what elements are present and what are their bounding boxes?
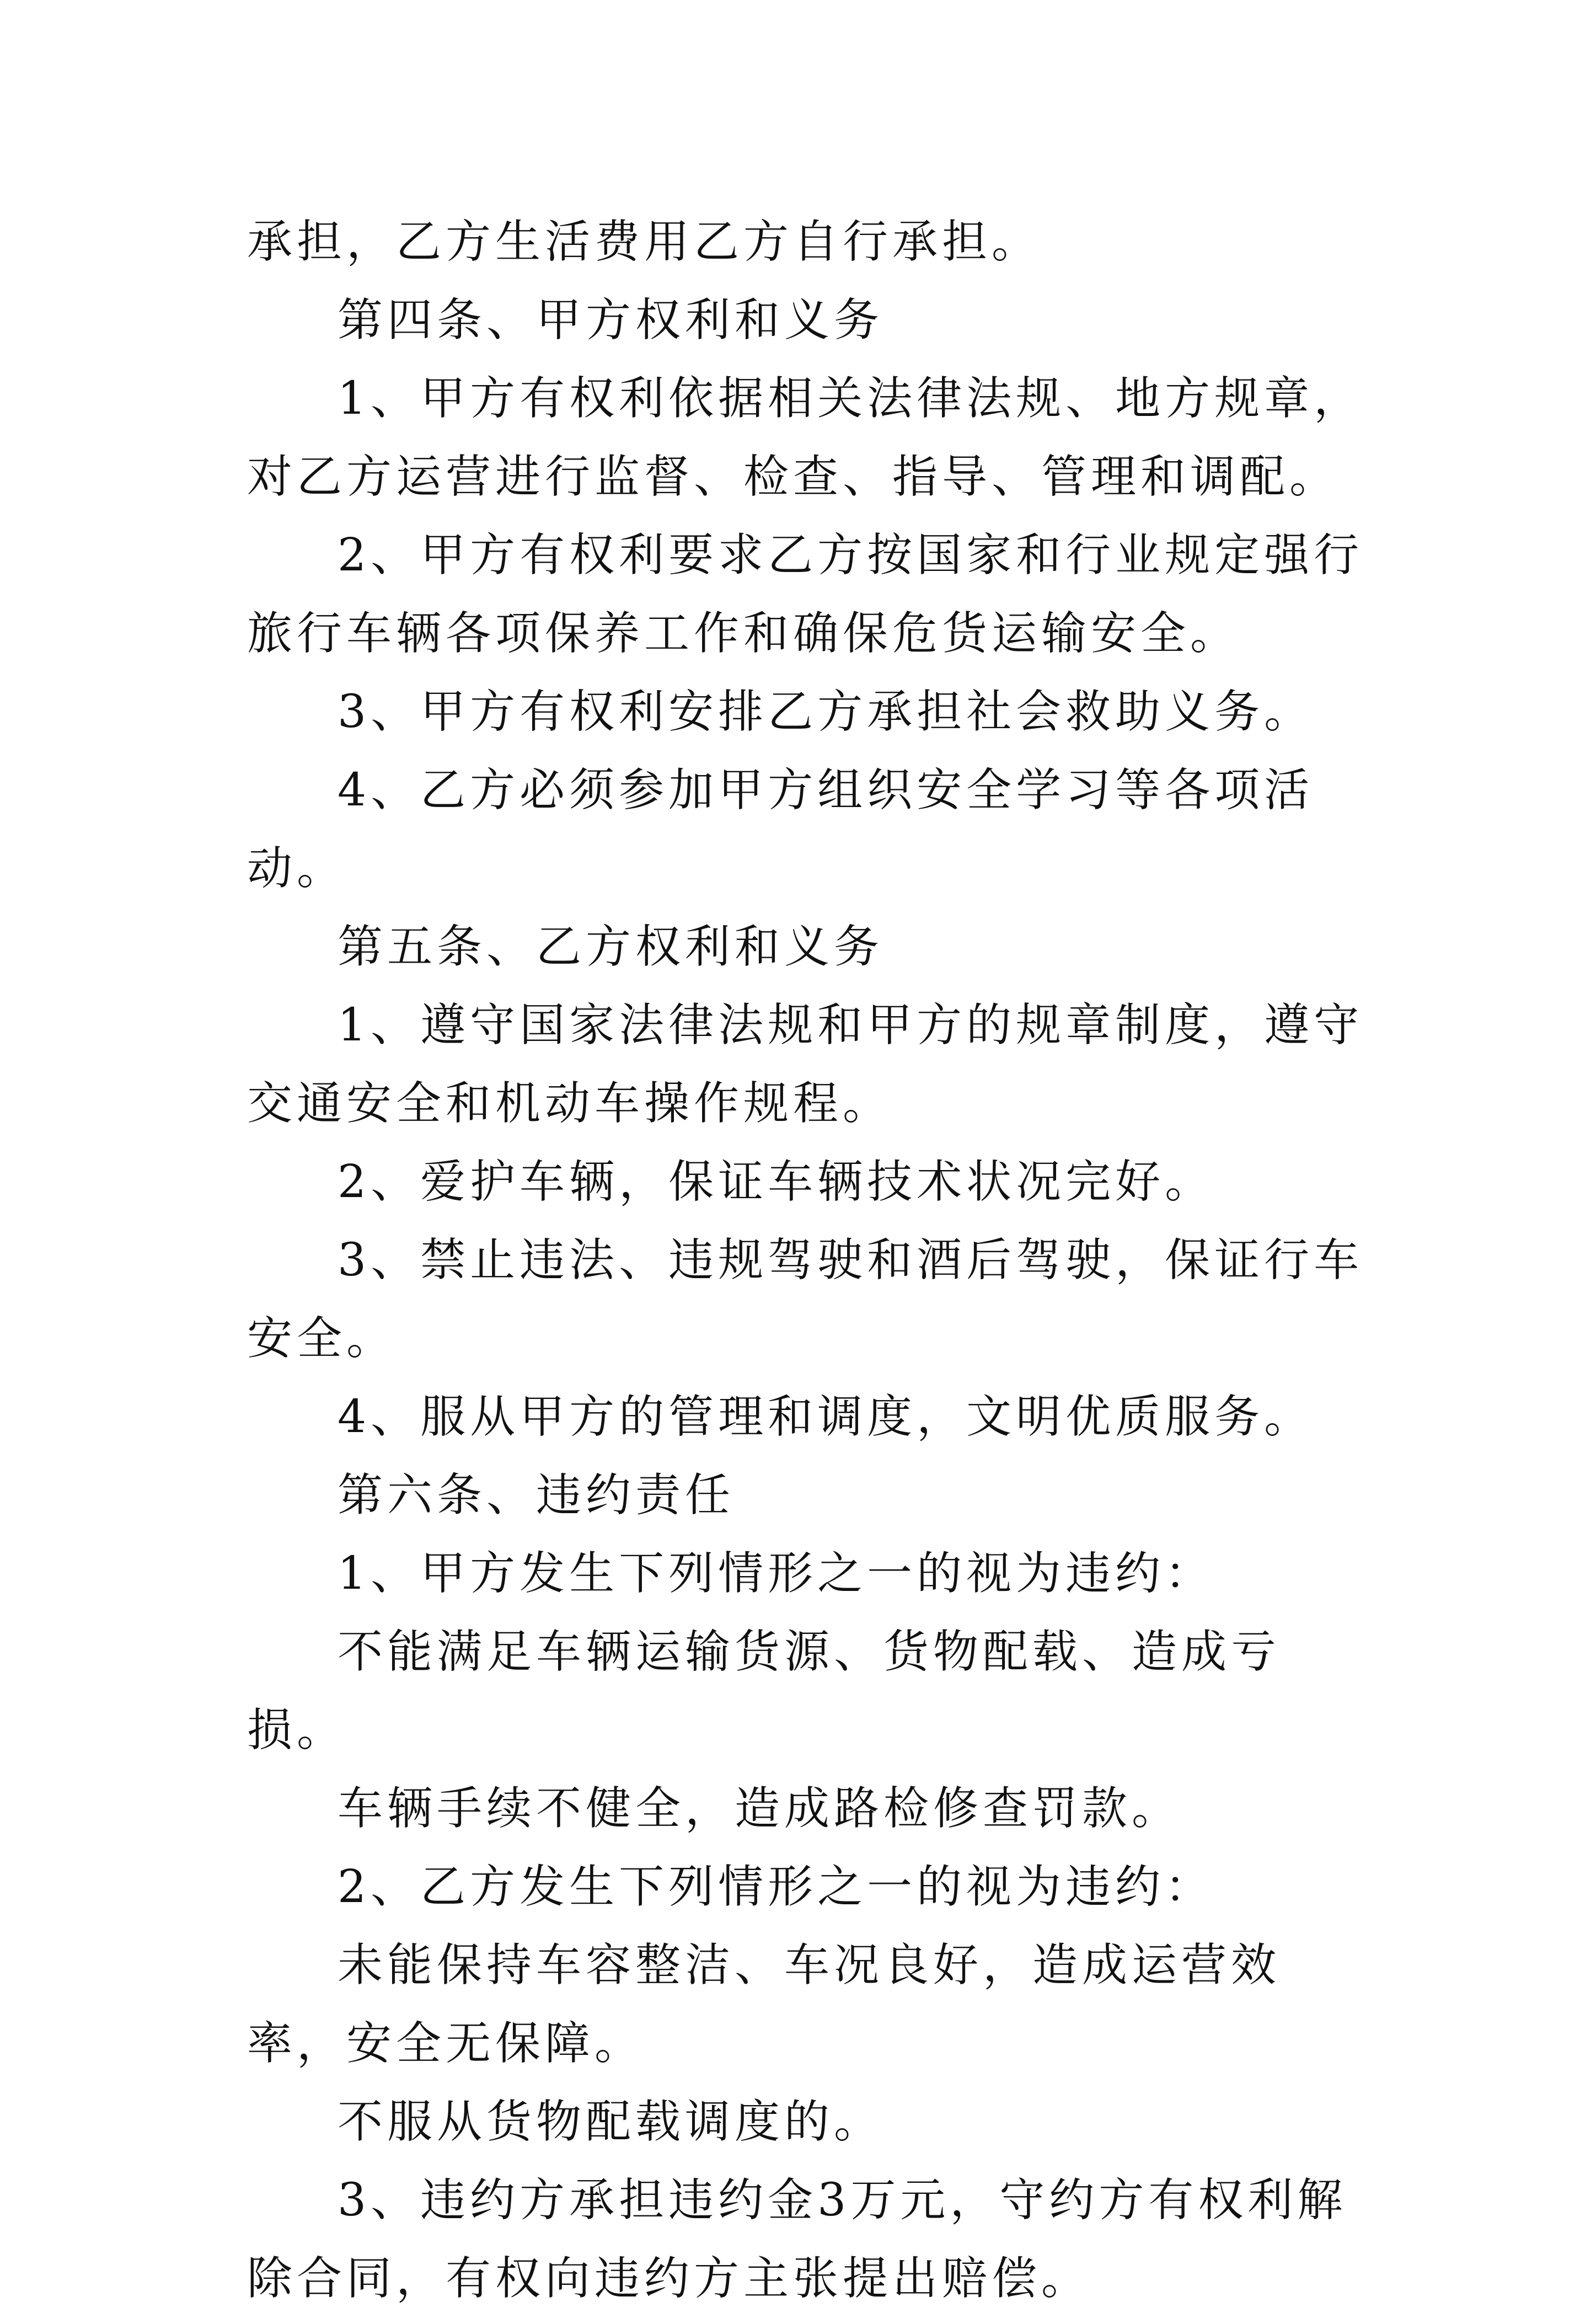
- article-5-item-1: 1、遵守国家法律法规和甲方的规章制度，遵守交通安全和机动车操作规程。: [247, 999, 1364, 1130]
- article-4-item-2: 2、甲方有权利要求乙方按国家和行业规定强行旅行车辆各项保养工作和确保危货运输安全。: [247, 529, 1364, 660]
- article-5-item-3: 3、禁止违法、违规驾驶和酒后驾驶，保证行车安全。: [247, 1234, 1364, 1365]
- document-body: [247, 203, 1367, 2318]
- article-4-item-4: 4、乙方必须参加甲方组织安全学习等各项活动。: [247, 764, 1314, 895]
- article-6-item-1: 1、甲方发生下列情形之一的视为违约：: [338, 1547, 1215, 1600]
- article-6-item-1-case-b: 车辆手续不健全，造成路检修查罚款。: [338, 1782, 1182, 1835]
- article-6-item-2-case-b: 不服从货物配载调度的。: [338, 2096, 884, 2148]
- article-4-heading: 第四条、甲方权利和义务: [338, 294, 884, 346]
- article-4-item-3: 3、甲方有权利安排乙方承担社会救助义务。: [338, 686, 1314, 738]
- article-6-item-2: 2、乙方发生下列情形之一的视为违约：: [338, 1861, 1215, 1913]
- paragraph-continuation: 承担，乙方生活费用乙方自行承担。: [247, 216, 1042, 268]
- article-4-item-1: 1、甲方有权利依据相关法律法规、地方规章，对乙方运营进行监督、检查、指导、管理和调配。: [247, 372, 1364, 503]
- article-5-item-2: 2、爱护车辆，保证车辆技术状况完好。: [338, 1156, 1215, 1208]
- article-6-item-1-case-a: 不能满足车辆运输货源、货物配载、造成亏损。: [247, 1626, 1281, 1756]
- article-6-item-3: 3、违约方承担违约金3万元，守约方有权利解除合同，有权向违约方主张提出赔偿。: [247, 2174, 1347, 2305]
- article-5-item-4: 4、服从甲方的管理和调度，文明优质服务。: [338, 1391, 1314, 1443]
- article-6-item-2-case-a: 未能保持车容整洁、车况良好，造成运营效率，安全无保障。: [247, 1939, 1281, 2070]
- article-6-heading: 第六条、违约责任: [338, 1469, 735, 1521]
- article-5-heading: 第五条、乙方权利和义务: [338, 921, 884, 973]
